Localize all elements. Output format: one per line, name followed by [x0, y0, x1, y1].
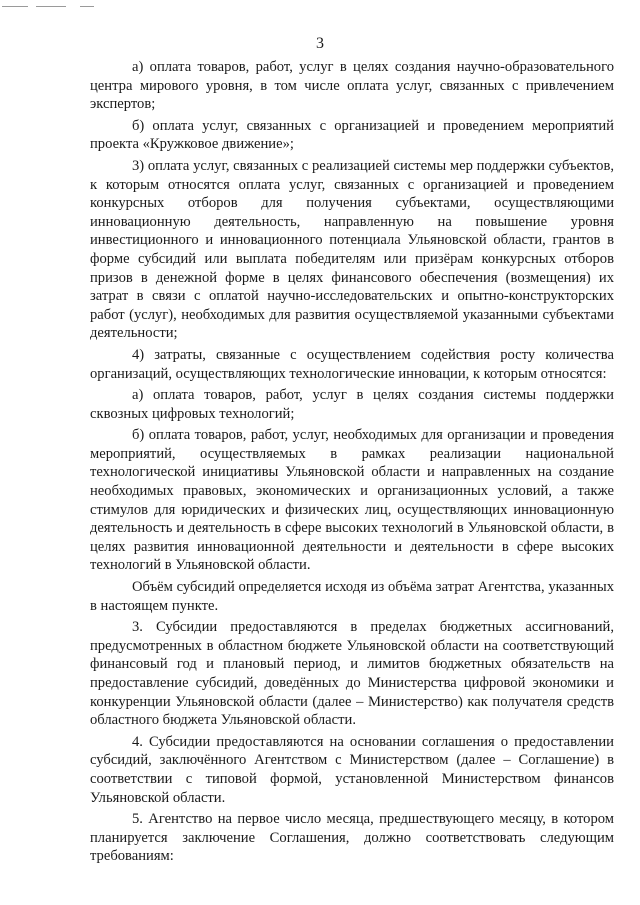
scan-artifact — [2, 6, 28, 7]
paragraph-4: 4) затраты, связанные с осуществлением содействия росту количества организаций, осуществляющих технологические инновации, к которым относятся: — [90, 346, 614, 382]
paragraph-item-3: 3. Субсидии предоставляются в пределах бюджетных ассигнований, предусмотренных в областном бюджете Ульяновской области на соответствующий финансовый год и плановый период, и лимитов бюджетных обязательств на предоставление субсидий, доведённых до Министерства цифровой экономики и конкуренции Ульяновской области (далее – Министерство) как получателя средств областного бюджета Ульяновской области. — [90, 619, 614, 729]
scan-artifact — [36, 6, 66, 7]
paragraph-3: 3) оплата услуг, связанных с реализацией системы мер поддержки субъектов, к которым относятся оплата услуг, связанных с организацией и проведением конкурсных отборов для получения субъектами, осуществляющими инновационную деятельность, направленную на повышение уровня инвестиционного и инновационного потенциала Ульяновской области, грантов в форме субсидий или выплата победителям или призёрам конкурсных отборов призов в денежной форме в целях финансового обеспечения (возмещения) их затрат в связи с оплатой научно-исследовательских и опытно-конструкторских работ (услуг), необходимых для развития осуществляемой указанными субъектами деятельности; — [90, 157, 614, 342]
paragraph-item-4: 4. Субсидии предоставляются на основании соглашения о предоставлении субсидий, заключённого Агентством с Министерством (далее – Соглашение) в соответствии с типовой формой, установленной Министерством финансов Ульяновской области. — [90, 733, 614, 806]
paragraph-subsidy-volume: Объём субсидий определяется исходя из объёма затрат Агентства, указанных в настоящем пункте. — [90, 579, 614, 614]
paragraph-2b: б) оплата услуг, связанных с организацией и проведением мероприятий проекта «Кружковое движение»; — [90, 117, 614, 153]
paragraph-item-5: 5. Агентство на первое число месяца, предшествующего месяцу, в котором планируется заключение Соглашения, должно соответствовать следующим требованиям: — [90, 811, 614, 865]
page-number: 3 — [316, 35, 324, 52]
paragraph-4b: б) оплата товаров, работ, услуг, необходимых для организации и проведения мероприятий, осуществляемых в рамках реализации национальной технологической инициативы Ульяновской области и направленных на создание необходимых правовых, экономических и организационных условий, а также стимулов для юридических и физических лиц, осуществляющих инновационную деятельность и деятельность в сфере высоких технологий в Ульяновской области, в целях развития инновационной деятельности и деятельности в сфере высоких технологий в Ульяновской области. — [90, 427, 614, 574]
scan-artifact — [80, 6, 94, 7]
paragraph-2a: а) оплата товаров, работ, услуг в целях создания научно-образовательного центра мирового уровня, в том числе оплата услуг, связанных с привлечением экспертов; — [90, 59, 614, 113]
document-body — [90, 58, 614, 866]
paragraph-4a: а) оплата товаров, работ, услуг в целях создания системы поддержки сквозных цифровых технологий; — [90, 387, 614, 422]
